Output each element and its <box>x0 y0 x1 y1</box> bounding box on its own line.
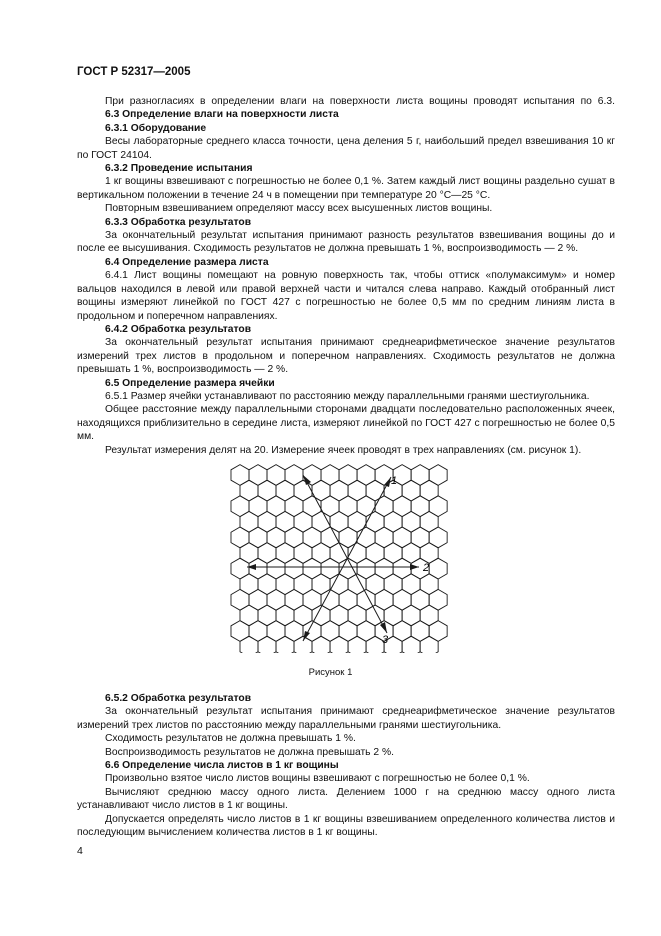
paragraph: Повторным взвешиванием определяют массу всех высушенных листов вощины. <box>105 203 493 215</box>
hex-cell <box>429 558 447 579</box>
hex-cell <box>312 574 330 595</box>
subsection-heading: 6.5.2 Обработка результатов <box>105 693 252 704</box>
hex-cell <box>366 574 384 595</box>
paragraph: За окончательный результат испытания принимают среднеарифметическое значение результатов измерений трех листов по расстоянию между параллельными гранями шестиугольника. <box>77 706 615 731</box>
hex-cell <box>258 574 276 595</box>
text-bottom <box>77 692 615 839</box>
paragraph: 6.4.1 Лист вощины помещают на ровную поверхность так, чтобы оттиск «полумаксимум» и номер вальцов находился в левой или правой верхней части и читался слева направо. Каждый отобранный лист вощины измеряют линейкой по ГОСТ 427 с погрешностью не более 0,5 мм по средним линиям листа в продольном и поперечном направлениях. <box>77 270 615 322</box>
hex-cell <box>393 558 411 579</box>
hex-cell <box>429 496 447 517</box>
paragraph: При разногласиях в определении влаги на поверхности листа вощины проводят испытания по 6.3. <box>105 96 615 107</box>
hex-cell <box>339 589 357 610</box>
paragraph: Сходимость результатов не должна превышать 1 %. <box>105 733 356 745</box>
hex-cell <box>429 621 447 642</box>
text-top <box>77 95 615 457</box>
arrowhead <box>303 475 311 485</box>
honeycomb-diagram <box>223 463 463 653</box>
hex-cell <box>420 543 438 564</box>
hex-cell <box>240 636 258 653</box>
hex-cell <box>231 465 249 486</box>
hex-cell <box>285 465 303 486</box>
hex-cell <box>285 589 303 610</box>
paragraph: Результат измерения делят на 20. Измерение ячеек проводят в трех направлениях (см. рисунок 1). <box>105 444 582 456</box>
figure-caption: Рисунок 1 <box>308 667 353 678</box>
hex-cell <box>231 496 249 517</box>
paragraph: 6.5.1 Размер ячейки устанавливают по расстоянию между параллельными гранями шестиугольника. <box>105 390 590 402</box>
hex-cell <box>348 636 366 653</box>
subsection-heading: 6.3.2 Проведение испытания <box>105 163 253 175</box>
hex-cell <box>285 621 303 642</box>
section-heading: 6.3 Определение влаги на поверхности листа <box>105 109 339 121</box>
hex-cell <box>258 480 276 501</box>
hex-cell <box>420 480 438 501</box>
hex-cell <box>339 621 357 642</box>
arrowhead <box>380 622 387 633</box>
paragraph: Весы лабораторные среднего класса точности, цена деления 5 г, наибольший предел взвешивания 10 кг по ГОСТ 24104. <box>77 136 615 161</box>
hex-cell <box>366 511 384 532</box>
paragraph: Воспроизводимость результатов не должна превышать 2 %. <box>105 746 394 758</box>
hex-cell <box>420 605 438 626</box>
hex-cell <box>294 636 312 653</box>
paragraph: За окончательный результат испытания принимают среднеарифметическое значение результатов измерений трех листов в продольном и поперечном направлениях. Сходимость результатов не должна превышать 1 %, воспроизводимость — 2 %. <box>77 337 615 376</box>
hex-cell <box>285 496 303 517</box>
paragraph: За окончательный результат испытания принимают разность результатов взвешивания вощины до и после ее высушивания. Сходимость результатов не должна превышать 1 %, воспроизводимость — 2 %. <box>77 230 615 255</box>
paragraph: Произвольно взятое число листов вощины взвешивают с погрешностью не более 0,1 %. <box>105 773 530 785</box>
honeycomb-grid <box>231 465 447 653</box>
hex-cell <box>258 543 276 564</box>
figure-1 <box>223 463 463 653</box>
arrowhead <box>384 477 391 487</box>
hex-cell <box>285 527 303 548</box>
page-number: 4 <box>77 845 83 857</box>
paragraph: Общее расстояние между параллельными сторонами двадцати последовательно расположенных ячеек, находящихся приблизительно в середине листа, измеряют линейкой по ГОСТ 427 с погрешностью не более 0,5 мм. <box>77 404 615 443</box>
label-direction-2: 2 <box>423 562 430 574</box>
hex-cell <box>420 636 438 653</box>
hex-cell <box>231 527 249 548</box>
hex-cell <box>366 543 384 564</box>
paragraph: 1 кг вощины взвешивают с погрешностью не более 0,1 %. Затем каждый лист вощины раздельно сушат в вертикальном положении в течение 24 ч в помещении при температуре 20 °С—25 °С. <box>77 176 615 201</box>
hex-cell <box>231 621 249 642</box>
hex-cell <box>258 636 276 653</box>
hex-cell <box>366 480 384 501</box>
hex-cell <box>231 589 249 610</box>
hex-cell <box>339 496 357 517</box>
hex-cell <box>285 558 303 579</box>
hex-cell <box>231 558 249 579</box>
section-heading: 6.4 Определение размера листа <box>105 256 269 268</box>
paragraph: Вычисляют среднюю массу одного листа. Делением 1000 г на среднюю массу одного листа устанавливают число листов в 1 кг вощины. <box>77 786 615 812</box>
label-direction-3: 3 <box>382 634 389 646</box>
hex-cell <box>393 527 411 548</box>
hex-cell <box>429 465 447 486</box>
hex-cell <box>429 589 447 610</box>
hex-cell <box>420 574 438 595</box>
hex-cell <box>393 589 411 610</box>
hex-cell <box>393 621 411 642</box>
arrowhead <box>247 564 256 570</box>
hex-cell <box>312 636 330 653</box>
hex-cell <box>402 636 420 653</box>
hex-cell <box>330 636 348 653</box>
hex-cell <box>276 636 294 653</box>
hex-cell <box>258 605 276 626</box>
measurement-directions <box>247 475 419 641</box>
hex-cell <box>312 543 330 564</box>
paragraph: Допускается определять число листов в 1 кг вощины взвешиванием определенного количества листов и последующим вычислением количества листов в 1 кг вощины. <box>77 813 615 839</box>
hex-cell <box>339 465 357 486</box>
hex-cell <box>258 511 276 532</box>
subsection-heading: 6.3.3 Обработка результатов <box>105 216 252 228</box>
hex-cell <box>429 527 447 548</box>
subsection-heading: 6.4.2 Обработка результатов <box>105 323 252 335</box>
arrowhead <box>410 564 419 570</box>
direction-line-3 <box>303 475 387 633</box>
document-header: ГОСТ Р 52317—2005 <box>77 66 191 78</box>
hex-cell <box>420 511 438 532</box>
label-direction-1: 1 <box>391 475 398 487</box>
hex-cell <box>393 496 411 517</box>
section-heading: 6.6 Определение числа листов в 1 кг вощины <box>105 760 339 772</box>
section-heading: 6.5 Определение размера ячейки <box>105 377 275 389</box>
subsection-heading: 6.3.1 Оборудование <box>105 122 207 134</box>
